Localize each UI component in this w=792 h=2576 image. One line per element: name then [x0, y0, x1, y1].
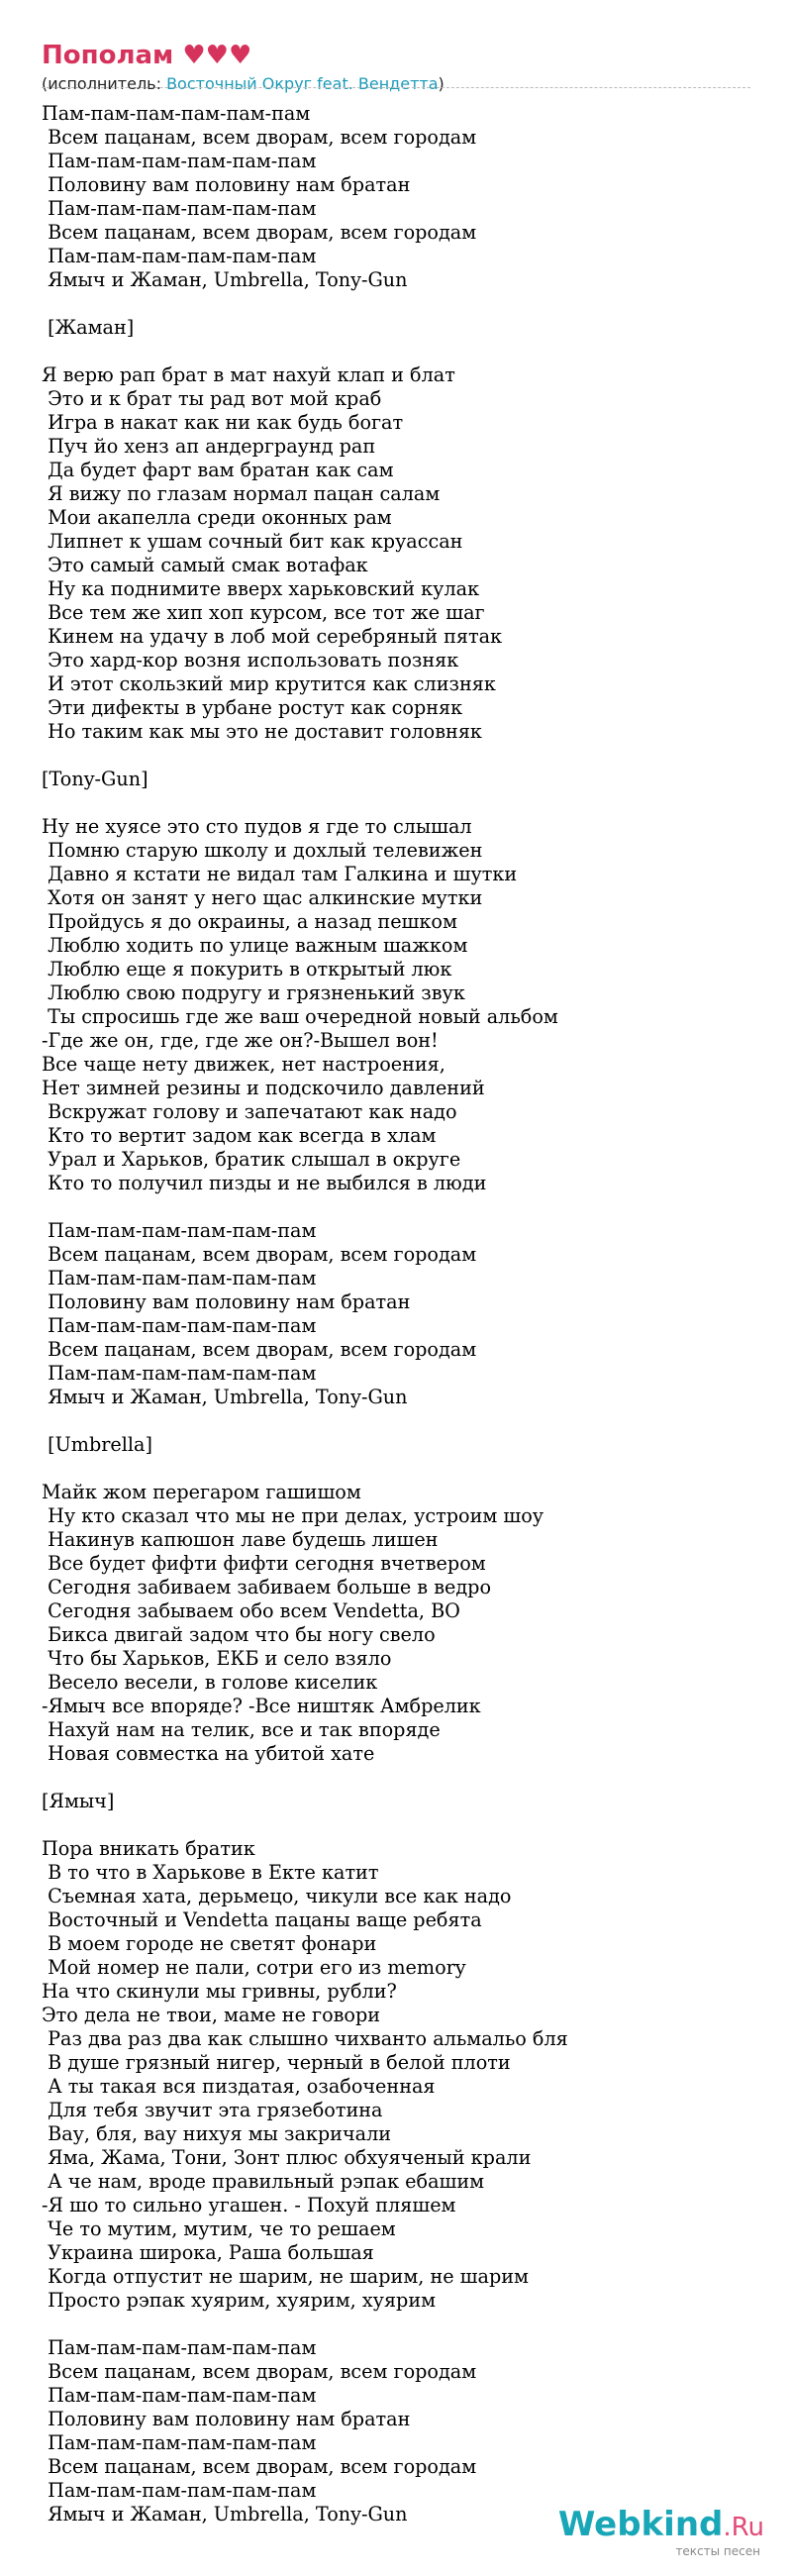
lyric-line: Игра в накат как ни как будь богат — [42, 411, 404, 434]
lyric-line: Это хард-кор возня использовать позняк — [42, 649, 459, 671]
lyric-line: -Ямыч все впоряде? -Все ништяк Амбрелик — [42, 1695, 481, 1717]
lyric-line: Это самый самый смак вотафак — [42, 554, 368, 576]
lyric-line: Украина широка, Раша большая — [42, 2241, 374, 2264]
lyric-line: Все будет фифти фифти сегодня вчетвером — [42, 1552, 486, 1575]
lyric-line: -Где же он, где, где же он?-Вышел вон! — [42, 1029, 439, 1052]
lyric-line: На что скинули мы гривны, рубли? — [42, 1980, 397, 2003]
lyric-line: Пам-пам-пам-пам-пам-пам — [42, 1219, 317, 1242]
lyric-line: Яма, Жама, Тони, Зонт плюс обхуяченый крали — [42, 2146, 532, 2169]
lyric-line: Люблю ходить по улице важным шажком — [42, 934, 468, 957]
lyric-line: Кинем на удачу в лоб мой серебряный пятак — [42, 625, 503, 648]
lyric-line: Пам-пам-пам-пам-пам-пам — [42, 245, 317, 267]
lyric-line: Но таким как мы это не доставит головняк — [42, 720, 482, 743]
lyric-line: Съемная хата, дерьмецо, чикули все как надо — [42, 1885, 512, 1907]
lyric-line: Бикса двигай задом что бы ногу свело — [42, 1623, 436, 1646]
lyric-line: Люблю свою подругу и грязненький звук — [42, 981, 465, 1004]
lyric-line: Эти дифекты в урбане ростут как сорняк — [42, 696, 463, 719]
lyric-line: Восточный и Vendetta пацаны ваще ребята — [42, 1908, 482, 1931]
lyric-line: Что бы Харьков, ЕКБ и село взяло — [42, 1647, 392, 1670]
lyric-line: Когда отпустит не шарим, не шарим, не шарим — [42, 2265, 529, 2288]
lyric-line: В моем городе не светят фонари — [42, 1932, 377, 1955]
lyric-line: [Жаман] — [42, 316, 135, 339]
lyric-line: Новая совместка на убитой хате — [42, 1742, 375, 1765]
lyric-line: Пройдусь я до окраины, а назад пешком — [42, 910, 457, 933]
lyrics-text — [42, 102, 750, 2526]
lyric-line: Просто рэпак хуярим, хуярим, хуярим — [42, 2289, 437, 2312]
lyric-line: Кто то вертит задом как всегда в хлам — [42, 1124, 437, 1147]
lyric-line: Пам-пам-пам-пам-пам-пам — [42, 2384, 317, 2407]
lyric-line: Это дела не твои, маме не говори — [42, 2004, 381, 2026]
lyric-line: Всем пацанам, всем дворам, всем городам — [42, 2455, 477, 2478]
lyric-line: Я верю рап брат в мат нахуй клап и блат — [42, 363, 455, 386]
lyric-line: -Я шо то сильно угашен. - Похуй пляшем — [42, 2194, 456, 2216]
lyric-line: Всем пацанам, всем дворам, всем городам — [42, 1338, 477, 1361]
lyric-line: Пам-пам-пам-пам-пам-пам — [42, 2479, 317, 2502]
lyric-line: Пам-пам-пам-пам-пам-пам — [42, 2431, 317, 2454]
lyric-line: Пам-пам-пам-пам-пам-пам — [42, 150, 317, 172]
lyric-line: Всем пацанам, всем дворам, всем городам — [42, 2360, 477, 2383]
performer-line — [42, 73, 750, 95]
lyric-line: Я вижу по глазам нормал пацан салам — [42, 482, 441, 505]
lyric-line: Пам-пам-пам-пам-пам-пам — [42, 1362, 317, 1385]
lyric-line: Пам-пам-пам-пам-пам-пам — [42, 197, 317, 220]
logo-subtitle: тексты песен — [675, 2544, 760, 2558]
lyric-line: Накинув капюшон лаве будешь лишен — [42, 1528, 439, 1551]
lyric-line: А ты такая вся пиздатая, озабоченная — [42, 2075, 436, 2098]
lyric-line: Давно я кстати не видал там Галкина и шутки — [42, 863, 518, 885]
lyric-line: Всем пацанам, всем дворам, всем городам — [42, 126, 477, 149]
lyric-line: Мой номер не пали, сотри его из memory — [42, 1956, 466, 1979]
logo-tld: .Ru — [723, 2513, 764, 2542]
lyric-line: В то что в Харькове в Екте катит — [42, 1861, 379, 1884]
lyric-line: Весело весели, в голове киселик — [42, 1671, 378, 1694]
lyric-line: Нет зимней резины и подскочило давлений — [42, 1077, 485, 1099]
lyric-line: Ну кто сказал что мы не при делах, устроим шоу — [42, 1504, 544, 1527]
lyric-line: Хотя он занят у него щас алкинские мутки — [42, 886, 483, 909]
webkind-logo[interactable] — [558, 2506, 764, 2558]
lyric-line: Все чаще нету движек, нет настроения, — [42, 1053, 446, 1076]
lyric-line: Сегодня забываем обо всем Vendetta, ВО — [42, 1599, 460, 1622]
lyric-line: Нахуй нам на телик, все и так впоряде — [42, 1718, 441, 1741]
lyric-line: Да будет фарт вам братан как сам — [42, 459, 394, 481]
artist-link[interactable]: Восточный Округ feat. Вендетта — [166, 74, 439, 93]
lyric-line: Помню старую школу и дохлый телевижен — [42, 839, 483, 862]
title-text: Пополам — [42, 41, 174, 70]
lyric-line: Всем пацанам, всем дворам, всем городам — [42, 221, 477, 244]
lyric-line: Ямыч и Жаман, Umbrella, Tony-Gun — [42, 1386, 408, 1408]
song-title — [42, 40, 750, 71]
lyric-line: Ты спросишь где же ваш очередной новый альбом — [42, 1005, 558, 1028]
lyric-line: Ямыч и Жаман, Umbrella, Tony-Gun — [42, 2503, 408, 2525]
lyric-line: Вау, бля, вау нихуя мы закричали — [42, 2122, 392, 2145]
lyric-line: Люблю еще я покурить в открытый люк — [42, 958, 452, 980]
lyric-line: Ну ка поднимите вверх харьковский кулак — [42, 577, 480, 600]
lyric-line: Пам-пам-пам-пам-пам-пам — [42, 1314, 317, 1337]
lyric-line: Кто то получил пизды и не выбился в люди — [42, 1172, 487, 1194]
lyric-line: В душе грязный нигер, черный в белой плоти — [42, 2051, 511, 2074]
lyric-line: Это и к брат ты рад вот мой краб — [42, 387, 382, 410]
lyric-line: И этот скользкий мир крутится как слизняк — [42, 672, 496, 695]
lyric-line: [Ямыч] — [42, 1790, 115, 1812]
performer-prefix: (исполнитель: — [42, 74, 167, 93]
lyric-line: Ну не хуясе это сто пудов я где то слышал — [42, 815, 472, 838]
lyric-line: Урал и Харьков, братик слышал в округе — [42, 1148, 461, 1171]
logo-main: Webkind — [557, 2505, 724, 2544]
lyric-line: Ямыч и Жаман, Umbrella, Tony-Gun — [42, 268, 408, 291]
lyric-line: [Tony-Gun] — [42, 768, 148, 790]
header-divider — [42, 87, 750, 88]
lyric-line: Майк жом перегаром гашишом — [42, 1481, 361, 1503]
lyric-line: Пам-пам-пам-пам-пам-пам — [42, 102, 311, 125]
lyric-line: Половину вам половину нам братан — [42, 1290, 411, 1313]
lyric-line: Пора вникать братик — [42, 1837, 255, 1860]
lyric-line: Все тем же хип хоп курсом, все тот же шаг — [42, 601, 485, 624]
lyric-line: Для тебя звучит эта грязеботина — [42, 2099, 383, 2121]
lyric-line: Че то мутим, мутим, че то решаем — [42, 2217, 396, 2240]
performer-suffix: ) — [438, 74, 445, 93]
lyric-line: Пам-пам-пам-пам-пам-пам — [42, 1267, 317, 1289]
lyric-line: Пуч йо хенз ап андерграунд рап — [42, 435, 376, 458]
lyric-line: Всем пацанам, всем дворам, всем городам — [42, 1243, 477, 1266]
lyric-line: Вскружат голову и запечатают как надо — [42, 1100, 457, 1123]
lyric-line: Сегодня забиваем забиваем больше в ведро — [42, 1576, 492, 1598]
lyric-line: Мои акапелла среди оконных рам — [42, 506, 392, 529]
lyric-line: Половину вам половину нам братан — [42, 173, 411, 196]
hearts-icon[interactable]: ♥♥♥ — [182, 41, 252, 70]
lyric-line: А че нам, вроде правильный рэпак ебашим — [42, 2170, 485, 2193]
lyric-line: [Umbrella] — [42, 1433, 152, 1456]
lyric-line: Липнет к ушам сочный бит как круассан — [42, 530, 463, 553]
lyric-line: Пам-пам-пам-пам-пам-пам — [42, 2336, 317, 2359]
lyric-line: Раз два раз два как слышно чихванто альмальо бля — [42, 2027, 568, 2050]
lyric-line: Половину вам половину нам братан — [42, 2408, 411, 2430]
